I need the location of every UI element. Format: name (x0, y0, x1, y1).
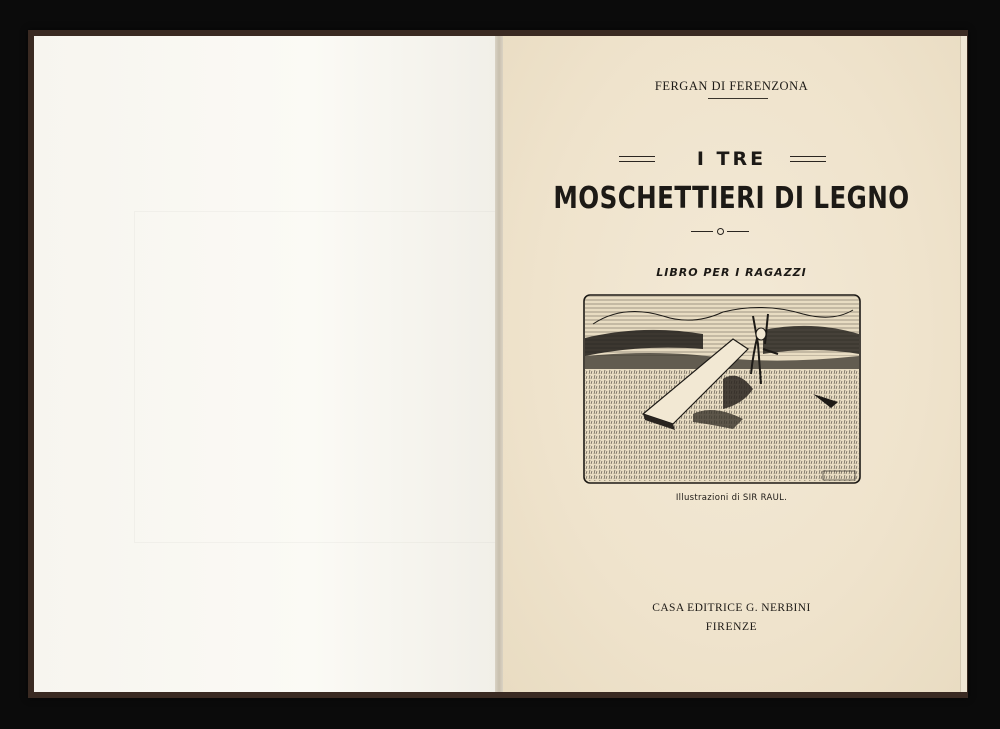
author-name: FERGAN DI FERENZONA (654, 79, 809, 93)
right-double-rule (790, 156, 826, 162)
illustration-credit: Illustrazioni di SIR RAUL. (675, 493, 788, 503)
show-through-shadow (134, 211, 496, 543)
left-blank-page (34, 36, 497, 692)
title-ornament (691, 227, 751, 237)
subtitle: LIBRO PER I RAGAZZI (656, 266, 807, 279)
title-line1-row (503, 148, 960, 172)
title-line1: I TRE (696, 148, 767, 170)
title-line2: MOSCHETTIERI DI LEGNO (553, 181, 910, 216)
title-page (503, 36, 960, 692)
engraving-illustration (583, 294, 861, 484)
author-rule (708, 98, 768, 99)
page-block-edge (960, 36, 967, 692)
publisher-name: CASA EDITRICE G. NERBINI (652, 602, 811, 614)
publisher-city: FIRENZE (705, 621, 758, 633)
